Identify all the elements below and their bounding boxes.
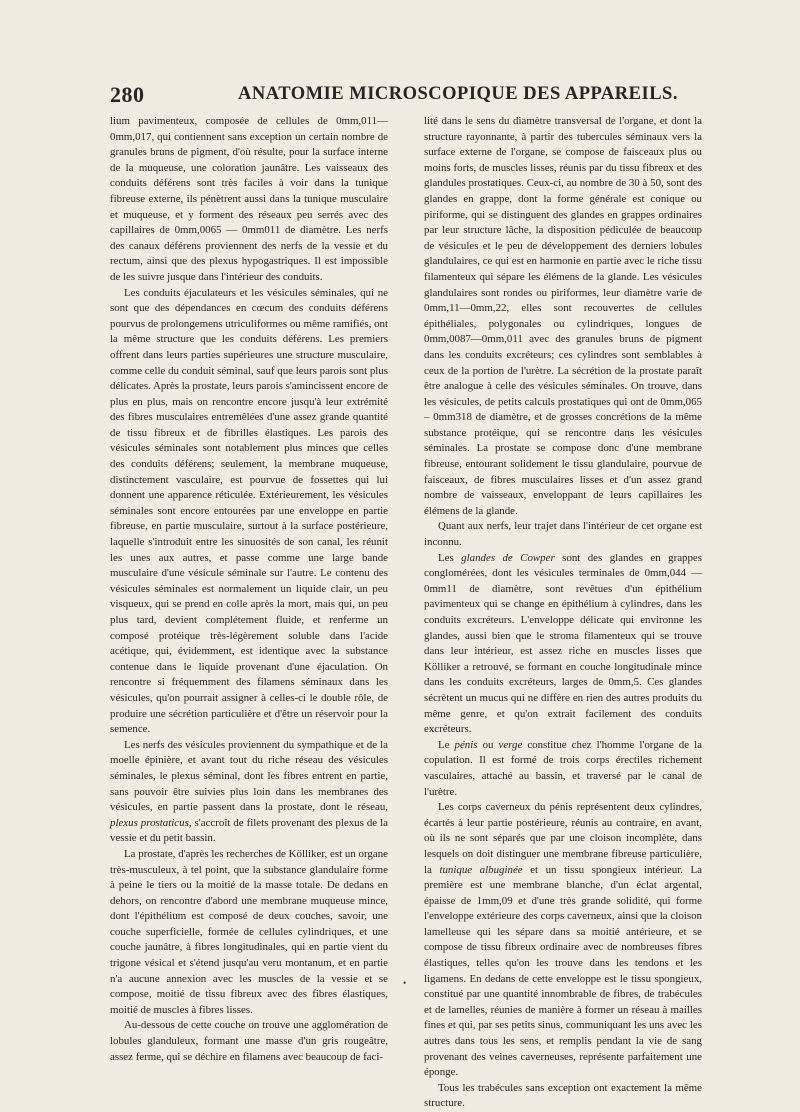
paragraph [110,738,388,847]
signature-mark: • [403,978,407,988]
page-header [110,82,700,112]
text-run: Le [438,738,455,751]
paragraph: lité dans le sens du diamètre transversal de l'organe, et dont la structure rayonnante, à partir des tubercules séminaux vers la surface externe de l'organe, se compose de faisceaux plus ou moins forts, de muscles lisses, réunis par du tissu fibreux et des glandules prostatiques. Ceux-ci, au nombre de 30 à 50, sont des glandes en grappe, dont la forme générale est conique ou piriforme, qui se distinguent des glandes en grappes ordinaires par leur structure lâche, la disposition pédiculée de beaucoup de vésicules et le peu de développement des derniers lobules glandulaires, ce qui est en harmonie en partie avec le riche tissu filamenteux qui sépare les élémens de la glande. Les vésicules glandulaires sont rondes ou piriformes, leur diamètre varie de 0mm,11—0mm,22, elles sont recouvertes de cellules épithéliales, polygonales ou cylindriques, longues de 0mm,0087—0mm,011 avec des granules bruns de pigment dans les conduits excréteurs; ces cylindres sont semblables à ceux de la portion de l'urètre. La sécrétion de la prostate paraît être analogue à celle des vésicules séminales. On trouve, dans les vésicules, de petits calculs prostatiques qui ont de 0mm,065 – 0mm318 de diamètre, et de grosses concrétions de la même substance protéique, qui se rencontre dans les vésicules séminales. La prostate se compose donc d'une membrane fibreuse, entourant solidement le tissu glandulaire, pourvue de faisceaux, de fibres musculaires lisses et d'un assez grand nombre de vaisseaux, enveloppant de leurs capillaires les élémens de la glande. [424,115,702,517]
paragraph: Tous les trabécules sans exception ont exactement la même structure. [424,1081,702,1110]
paragraph [424,551,702,738]
italic-term: tunique albuginée [439,863,523,876]
paragraph: Quant aux nerfs, leur trajet dans l'intérieur de cet organe est inconnu. [424,520,702,549]
italic-term: plexus prostaticus [110,816,189,829]
text-run: et un tissu spongieux intérieur. La première est une membrane blanche, d'un éclat argental, épaisse de 1mm,09 et d'une très grande solidité, qui forme l'enveloppe extérieure des corps caverneux, ainsi que la cloison lamelleuse qui les sépare dans sa moitié antérieure, et se compose de tissu fibreux ordinaire avec de nombreuses fibres élastiques, telles qu'on les trouve dans les tendons et les ligamens. En dedans de cette enveloppe est le tissu spongieux, constitué par une quantité innombrable de fibres, de trabécules et de lamelles, réunies de manière à former un réseau à mailles fines et qui, par ses petits sinus, communiquant les uns avec les autres dans tous les sens, et remplis pendant la vie de sang provenant des veines caverneuses, représente parfaitement une éponge. [424,863,703,1079]
paragraph: lium pavimenteux, composée de cellules de 0mm,011—0mm,017, qui contiennent sans exception un certain nombre de granules bruns de pigment, d'où résulte, pour la surface interne de la muqueuse, une coloration jaunâtre. Les vaisseaux des conduits déférens sont très faciles à voir dans la tunique fibreuse externe, ils pénètrent aussi dans la tunique musculaire et muqueuse, et y forment des réseaux peu serrés avec des capillaires de 0mm,0065 — 0mm011 de diamètre. Les nerfs des canaux déférens proviennent des nerfs de la vessie et du rectum, ainsi que des plexus hypogastriques. Il est impossible de les suivre jusque dans l'intérieur des conduits. [110,115,388,283]
text-run: Les corps caverneux du pénis représentent deux cylindres, écartés à leur partie postérieure, réunis au contraire, en avant, où ils ne sont séparés que par une cloison incomplète, dans lesquels on doit distinguer une membrane fibreuse particulière, la [424,801,702,876]
left-column [110,114,388,1063]
text-run: constitue chez l'homme l'organe de la copulation. Il est formé de trois corps érectiles richement vasculaires, attaché au bassin, et traversé par le canal de l'urètre. [424,738,702,798]
paragraph: Au-dessous de cette couche on trouve une agglomération de lobules glanduleux, formant une masse d'un gris rougeâtre, assez ferme, qui se déchire en filamens avec beaucoup de faci- [110,1019,388,1063]
text-run: sont des glandes en grappes conglomérées, dont les vésicules terminales de 0mm,044 — 0mm11 de diamètre, sont revêtues d'un épithélium pavimenteux qui se change en épithélium à cylindres, dans les conduits excréteurs. L'enveloppe délicate qui environne les glandes, aussi bien que le stroma filamenteux qui se trouve dans leur intérieur, est assez riche en muscles lisses que Kölliker a retrouvé, se formant en couche longitudinale mince dans les conduits excréteurs, larges de 0mm,5. Ces glandes sécrètent un mucus qui ne diffère en rien des autres produits du même genre, et qu'on extrait facilement des conduits excréteurs. [424,551,702,736]
paragraph [424,800,702,1081]
paragraph: La prostate, d'après les recherches de Kölliker, est un organe très-musculeux, à tel point, que la substance glandulaire forme à peine le tiers ou la moitié de la masse totale. De dedans en dehors, on rencontre d'abord une membrane muqueuse mince, dont l'épithélium est composé de deux couches, savoir, une couche superficielle, formée de cellules cylindriques, et une couche jaunâtre, à fibres longitudinales, qui en partie vient du trigone vésical et s'étend jusqu'au veru montanum, et en partie n'a aucune annexion avec les muscles de la vessie et se compose, moitié de tissu fibreux avec des fibres élastiques, moitié de muscles à fibres lisses. [110,847,388,1016]
running-title: ANATOMIE MICROSCOPIQUE DES APPAREILS. [238,84,678,104]
page-number: 280 [110,82,145,107]
text-run: Les [438,551,462,564]
text-run: , s'accroît de filets provenant des plexus de la vessie et du petit bassin. [110,816,388,845]
right-column [424,114,703,1110]
text-run: Les nerfs des vésicules proviennent du sympathique et de la moelle épinière, et avant tout du riche réseau des vésicules séminales, le plexus séminal, dont les fibres entrent en partie, sans pouvoir être suivies plus loin dans les membranes des vésicules, en partie passent dans la prostate, dont le réseau, [110,738,388,814]
text-run: ou [477,738,499,751]
paragraph [424,738,702,800]
italic-term: verge [498,738,523,751]
italic-term: pénis [454,738,478,751]
italic-term: glandes de Cowper [461,551,555,564]
paragraph: Les conduits éjaculateurs et les vésicules séminales, qui ne sont que des dépendances en cœcum des conduits déférens pourvus de prolongemens utriculiformes ou même ramifiés, ont la même structure que les conduits déférens. Les premiers offrent dans leurs parties supérieures une structure musculaire, comme celle du conduit séminal, sauf que leurs parois sont plus délicates. Après la prostate, leurs parois s'amincissent encore de plus en plus, mais on rencontre encore jusqu'à leur extrémité des fibres musculaires entremêlées d'une assez grande quantité de tissu fibreux et de fibrilles élastiques. Les parois des vésicules séminales sont notablement plus minces que celles des conduits déférens; seulement, la membrane muqueuse, distinctement vasculaire, est pourvue de fossettes qui lui donnent une apparence réticulée. Extérieurement, les vésicules séminales sont encore entourées par une enveloppe en partie fibreuse, en partie musculaire, surtout à la surface postérieure, laquelle s'introduit entre les sinuosités de son canal, les réunit les unes aux autres, et passe comme une large bande musculaire d'une vésicule séminale sur l'autre. Le contenu des vésicules séminales est normalement un liquide clair, un peu visqueux, qui se prend en colle après la mort, mais qui, un peu plus tard, devient complétement fluide, et renferme un composé protéique très-légèrement soluble dans l'acide acétique, qui, évidemment, est identique avec la substance contenue dans le liquide provenant d'une éjaculation. On rencontre si fréquemment des filamens séminaux dans les vésicules, qu'on pourrait assigner à celles-ci le double rôle, de produire une sécrétion particulière et d'être un réservoir pour la semence. [110,286,388,736]
